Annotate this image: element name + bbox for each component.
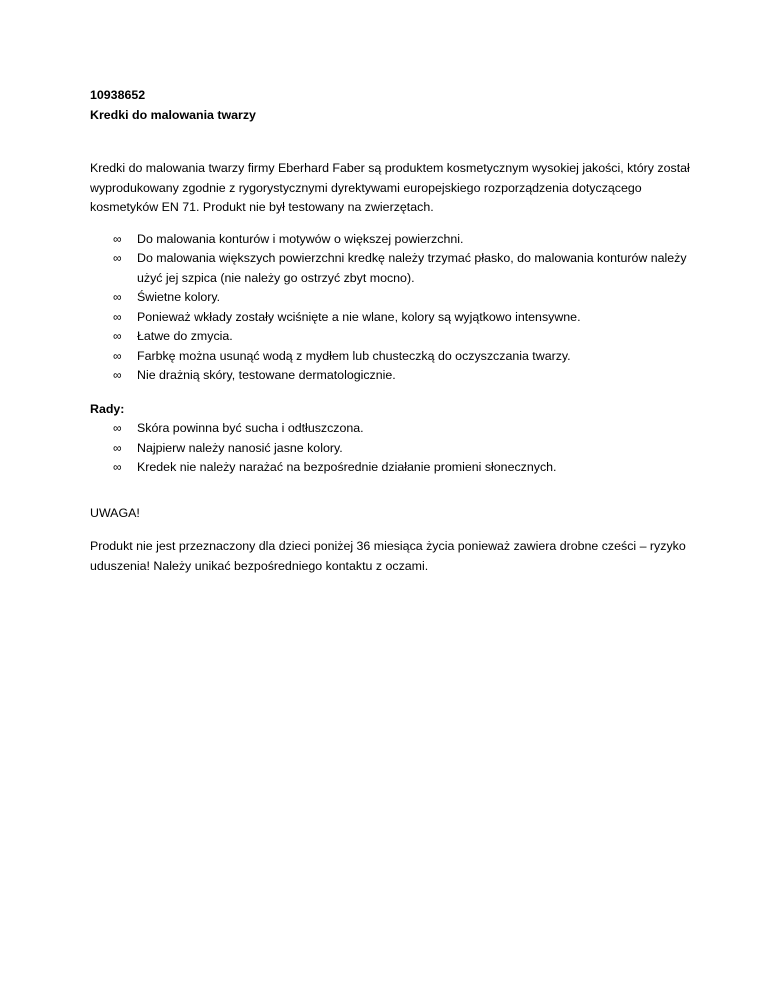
bullet-icon: ∞ bbox=[113, 421, 122, 435]
feature-text: Łatwe do zmycia. bbox=[137, 329, 233, 343]
product-code: 10938652 bbox=[90, 88, 146, 102]
intro-paragraph: Kredki do malowania twarzy firmy Eberhard Faber są produktem kosmetycznym wysokiej jakości, który został wyprodukowany zgodnie z rygorystycznymi dyrektywami europejskiego rozporządzenia dotyczącego kosmetyków EN 71. Produkt nie był testowany na zwierzętach. bbox=[90, 161, 690, 214]
feature-text: Świetne kolory. bbox=[137, 290, 221, 304]
list-item bbox=[90, 439, 690, 459]
list-item bbox=[90, 366, 690, 386]
feature-text: Farbkę można usunąć wodą z mydłem lub chusteczką do oczyszczania twarzy. bbox=[137, 348, 571, 363]
bullet-icon: ∞ bbox=[113, 460, 122, 474]
product-title: Kredki do malowania twarzy bbox=[90, 107, 256, 122]
list-item bbox=[90, 327, 690, 347]
tip-text: Kredek nie należy narażać na bezpośrednie działanie promieni słonecznych. bbox=[137, 460, 557, 474]
document-content bbox=[90, 86, 690, 576]
list-item bbox=[90, 347, 690, 367]
tip-text: Skóra powinna być sucha i odtłuszczona. bbox=[137, 421, 364, 435]
list-item bbox=[90, 230, 690, 250]
warning-paragraph: Produkt nie jest przeznaczony dla dzieci poniżej 36 miesiąca życia ponieważ zawiera drobne cześci – ryzyko uduszenia! Należy unikać bezpośredniego kontaktu z oczami. bbox=[90, 539, 686, 573]
features-list bbox=[90, 230, 690, 386]
bullet-icon: ∞ bbox=[113, 368, 122, 382]
bullet-icon: ∞ bbox=[113, 251, 122, 265]
bullet-icon: ∞ bbox=[113, 290, 122, 304]
feature-text: Do malowania większych powierzchni kredkę należy trzymać płasko, do malowania konturów należy użyć jej szpica (nie należy go ostrzyć zbyt mocno). bbox=[137, 251, 687, 285]
bullet-icon: ∞ bbox=[113, 348, 122, 363]
list-item bbox=[90, 288, 690, 308]
bullet-icon: ∞ bbox=[113, 440, 122, 455]
list-item bbox=[90, 249, 690, 288]
list-item bbox=[90, 308, 690, 328]
list-item bbox=[90, 458, 690, 478]
bullet-icon: ∞ bbox=[113, 329, 122, 343]
tips-heading: Rady: bbox=[90, 401, 125, 416]
bullet-icon: ∞ bbox=[113, 231, 122, 246]
list-item bbox=[90, 419, 690, 439]
feature-text: Do malowania konturów i motywów o większej powierzchni. bbox=[137, 231, 464, 246]
warning-heading: UWAGA! bbox=[90, 505, 140, 520]
bullet-icon: ∞ bbox=[113, 309, 122, 324]
feature-text: Nie drażnią skóry, testowane dermatologicznie. bbox=[137, 368, 396, 382]
feature-text: Ponieważ wkłady zostały wciśnięte a nie wlane, kolory są wyjątkowo intensywne. bbox=[137, 309, 581, 324]
tip-text: Najpierw należy nanosić jasne kolory. bbox=[137, 440, 343, 455]
tips-list bbox=[90, 419, 690, 478]
